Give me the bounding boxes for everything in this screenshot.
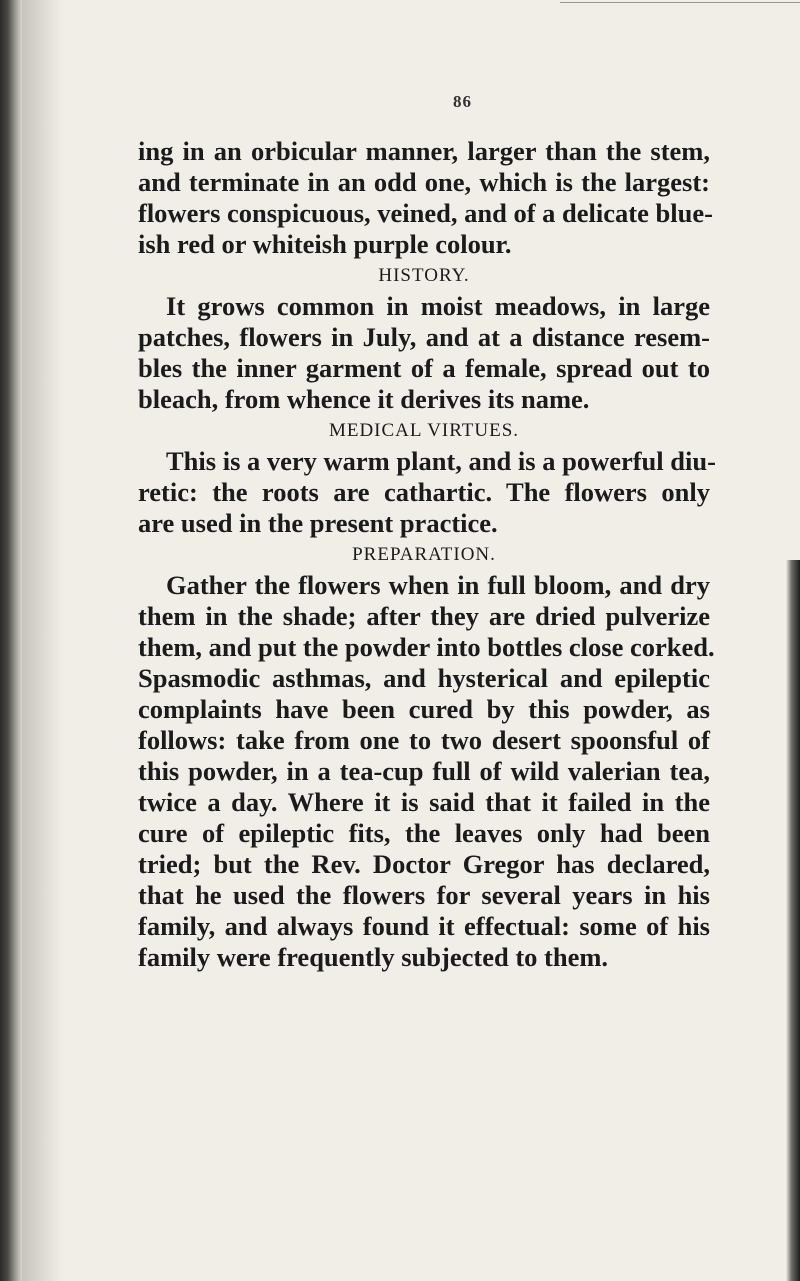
text-line: Gather the flowers when in full bloom, and dry (166, 570, 710, 600)
text-line: tried; but the Rev. Doctor Gregor has declared, (138, 849, 710, 879)
page-edge-shadow (786, 560, 800, 1281)
text-line: this powder, in a tea-cup full of wild valerian tea, (138, 756, 710, 786)
text-line: ish red or whiteish purple colour. (138, 229, 512, 259)
top-rule (560, 2, 800, 3)
book-spine (0, 0, 22, 1281)
text-line: follows: take from one to two desert spoonsful of (138, 725, 710, 755)
text-line: them in the shade; after they are dried pulverize (138, 601, 710, 631)
text-line: family, and always found it effectual: some of his (138, 911, 710, 941)
text-line: flowers conspicuous, veined, and of a delicate blue- (138, 198, 713, 228)
intro-paragraph (138, 136, 713, 260)
medical-virtues-section (138, 415, 716, 539)
text-line: complaints have been cured by this powder, as (138, 694, 710, 724)
text-line: are used in the present practice. (138, 508, 498, 538)
text-line: This is a very warm plant, and is a powerful diu- (166, 446, 716, 476)
text-line: ing in an orbicular manner, larger than the stem, (138, 136, 710, 166)
text-line: patches, flowers in July, and at a distance resem- (138, 322, 710, 352)
section-heading: MEDICAL VIRTUES. (328, 420, 520, 441)
spine-shadow (22, 0, 62, 1281)
text-line: Spasmodic asthmas, and hysterical and epileptic (138, 663, 710, 693)
section-heading: HISTORY. (378, 265, 470, 286)
text-line: twice a day. Where it is said that it failed in the (138, 787, 710, 817)
section-heading: PREPARATION. (352, 544, 496, 565)
text-line: bles the inner garment of a female, spread out to (138, 353, 710, 383)
text-line: cure of epileptic fits, the leaves only had been (138, 818, 710, 848)
text-line: them, and put the powder into bottles close corked. (138, 632, 715, 662)
history-section (138, 260, 710, 415)
body-text (138, 136, 716, 973)
page-number: 86 (453, 92, 472, 111)
text-line: and terminate in an odd one, which is the largest: (138, 167, 710, 197)
preparation-section (138, 539, 715, 973)
text-line: bleach, from whence it derives its name. (138, 384, 590, 414)
text-line: It grows common in moist meadows, in large (166, 291, 710, 321)
text-line: retic: the roots are cathartic. The flowers only (138, 477, 710, 507)
text-line: family were frequently subjected to them. (138, 942, 609, 972)
text-line: that he used the flowers for several years in his (138, 880, 710, 910)
